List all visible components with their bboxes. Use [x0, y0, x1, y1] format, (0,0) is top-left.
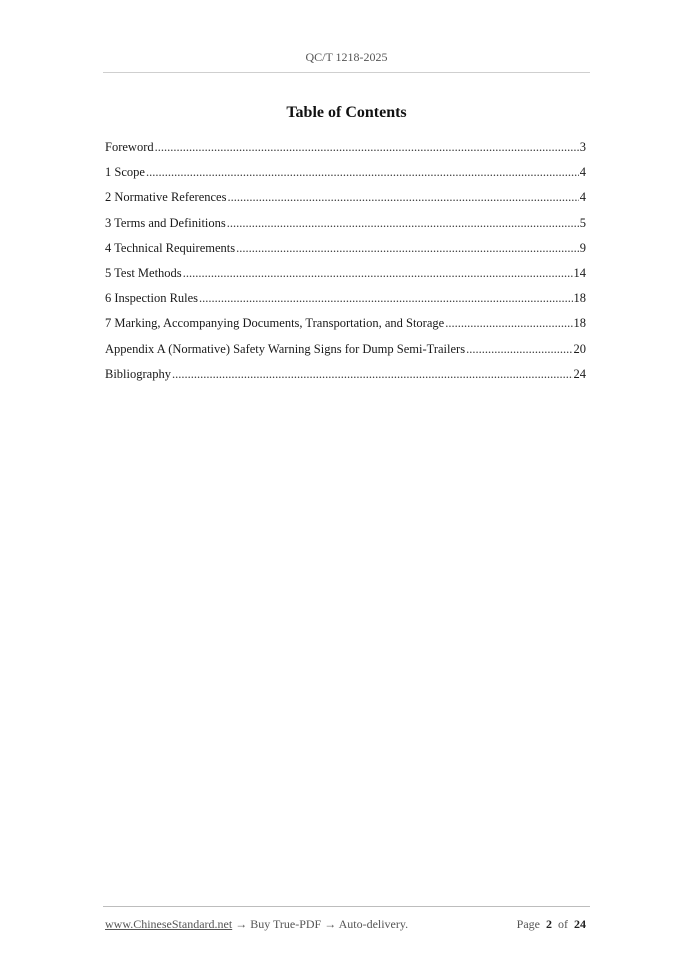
running-header: QC/T 1218-2025	[305, 50, 388, 64]
toc-entry-technical-requirements[interactable]	[105, 241, 586, 266]
toc-dot-leader	[155, 140, 579, 155]
toc-entry-label: Appendix A (Normative) Safety Warning Signs for Dump Semi-Trailers	[105, 341, 466, 356]
page-total: 24	[574, 917, 586, 931]
toc-dot-leader	[466, 342, 572, 357]
toc-dot-leader	[172, 367, 573, 382]
toc-entry-label: 1 Scope	[105, 165, 145, 180]
footer-divider	[103, 906, 590, 907]
page-indicator	[517, 917, 586, 932]
toc-entry-label: 4 Technical Requirements	[105, 240, 236, 255]
toc-dot-leader	[199, 291, 572, 306]
toc-entry-label: 6 Inspection Rules	[105, 291, 199, 306]
toc-entry-page: 3	[579, 140, 586, 154]
toc-dot-leader	[227, 216, 579, 231]
toc-entry-page: 18	[573, 291, 586, 306]
toc-entry-test-methods[interactable]	[105, 266, 586, 291]
toc-entry-label: Bibliography	[105, 366, 171, 381]
toc-entry-page: 14	[573, 265, 586, 280]
toc-entry-appendix-a[interactable]	[105, 342, 586, 367]
toc-entry-marking-storage[interactable]	[105, 316, 586, 341]
running-footer	[105, 917, 586, 932]
toc-entry-terms-definitions[interactable]	[105, 216, 586, 241]
footer-promo-text: → Buy True-PDF → Auto-delivery.	[232, 917, 409, 931]
toc-entry-page: 9	[579, 240, 586, 255]
page-of: of	[558, 917, 568, 931]
toc-dot-leader	[146, 165, 579, 180]
page-current: 2	[546, 917, 552, 931]
toc-dot-leader	[236, 241, 579, 256]
header-divider	[103, 72, 590, 73]
toc-entry-page: 4	[579, 165, 586, 180]
toc-entry-page: 20	[573, 341, 586, 356]
toc-entry-bibliography[interactable]	[105, 367, 586, 392]
footer-promo	[105, 917, 408, 932]
toc-entry-normative-references[interactable]	[105, 190, 586, 215]
toc-dot-leader	[227, 190, 578, 205]
toc-entry-label: 3 Terms and Definitions	[105, 215, 226, 230]
toc-dot-leader	[445, 316, 572, 331]
toc-entry-scope[interactable]	[105, 165, 586, 190]
toc-entry-label: 7 Marking, Accompanying Documents, Transportation, and Storage	[105, 316, 445, 331]
toc-entry-page: 24	[573, 366, 586, 381]
toc-entry-label: 2 Normative References	[105, 190, 227, 205]
toc-title: Table of Contents	[286, 104, 407, 121]
toc-entry-foreword[interactable]	[105, 140, 586, 165]
toc-entry-label: Foreword	[105, 140, 154, 154]
site-link[interactable]: www.ChineseStandard.net	[105, 917, 233, 931]
toc-entry-inspection-rules[interactable]	[105, 291, 586, 316]
toc-list	[105, 140, 586, 392]
toc-entry-page: 18	[573, 316, 586, 331]
toc-dot-leader	[183, 266, 573, 281]
toc-entry-page: 5	[579, 215, 586, 230]
toc-entry-label: 5 Test Methods	[105, 265, 182, 280]
page-word: Page	[516, 917, 540, 931]
toc-entry-page: 4	[579, 190, 586, 205]
